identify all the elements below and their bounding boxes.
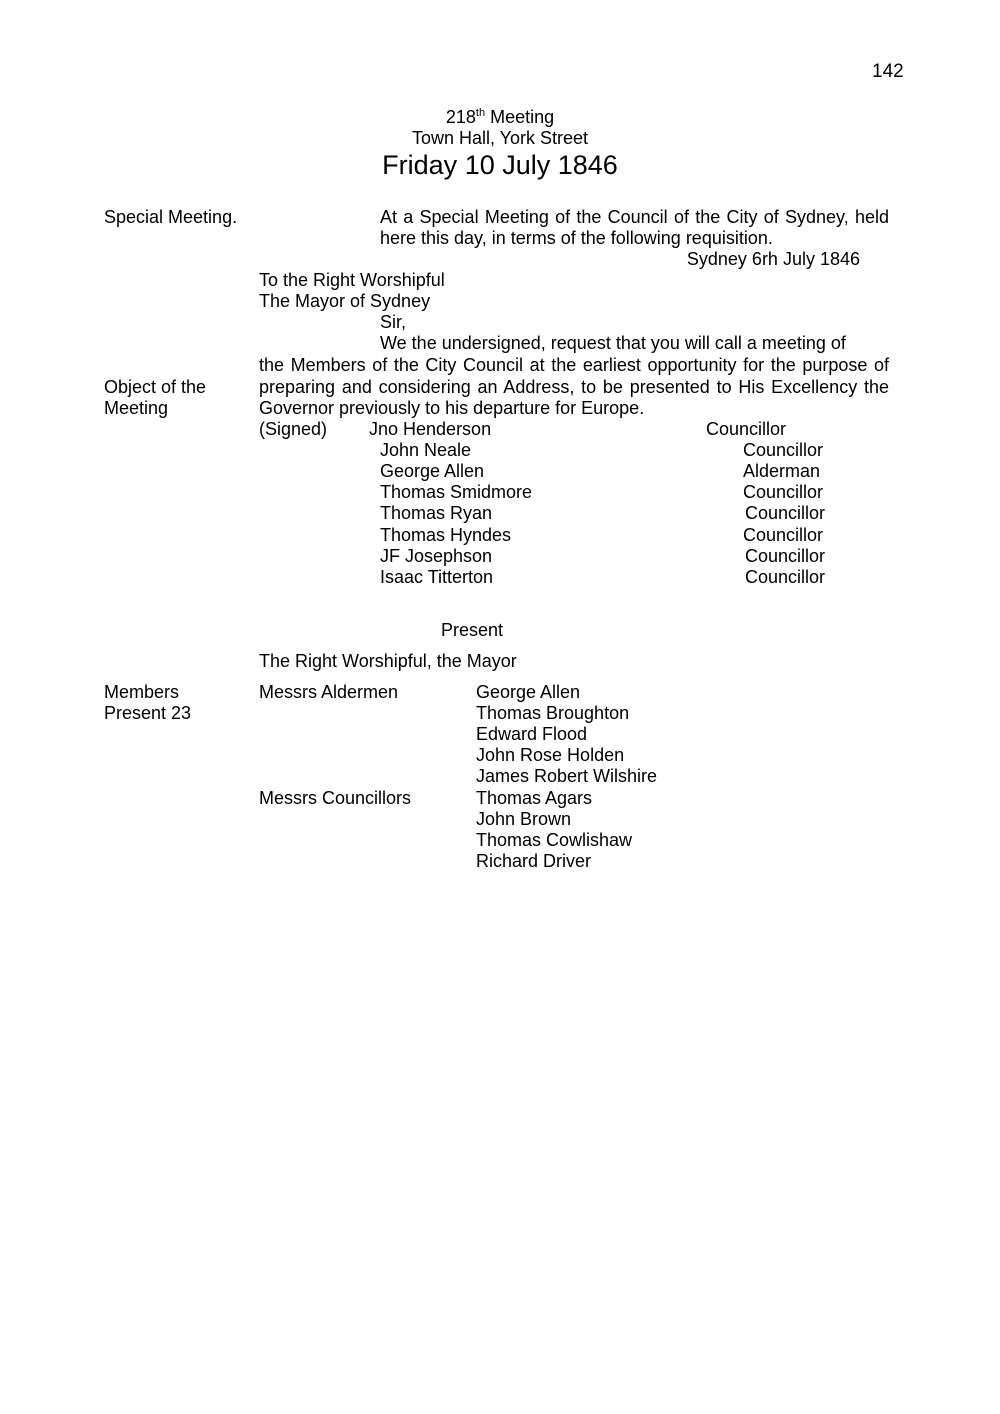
signatory-role: Councillor [745,546,826,566]
meeting-venue: Town Hall, York Street [411,128,589,148]
councillor-name: Richard Driver [476,851,592,871]
meeting-number: 218th Meeting [445,107,555,127]
alderman-name: Edward Flood [476,724,588,744]
councillor-name: Thomas Cowlishaw [476,830,633,850]
requisition-body: We the undersigned, request that you will call a meeting of [380,333,846,353]
signatory-role: Councillor [745,567,826,587]
requisition-address: The Mayor of Sydney [259,291,431,311]
requisition-address: To the Right Worshipful [259,270,445,290]
intro-line: here this day, in terms of the following requisition. [380,228,773,248]
requisition-salutation: Sir, [380,312,407,332]
signatory-role: Councillor [743,440,824,460]
signatory-name: John Neale [380,440,472,460]
signatory-name: Isaac Titterton [380,567,494,587]
signatory-role: Councillor [743,482,824,502]
signatory-role: Councillor [745,503,826,523]
requisition-dateline: Sydney 6rh July 1846 [686,249,860,269]
requisition-body: the Members of the City Council at the earliest opportunity for the purpose of [259,355,889,375]
margin-note-object: Object of the [104,377,207,397]
signatory-role: Alderman [743,461,821,481]
alderman-name: James Robert Wilshire [476,766,658,786]
alderman-name: George Allen [476,682,581,702]
margin-note-members: Members [104,682,180,702]
present-heading: Present [441,620,504,640]
requisition-body: preparing and considering an Address, to be presented to His Excellency the [259,377,889,397]
councillor-name: Thomas Agars [476,788,593,808]
councillor-name: John Brown [476,809,572,829]
signatory-name: Jno Henderson [369,419,492,439]
signatory-name: Thomas Hyndes [380,525,512,545]
margin-note-object-cont: Meeting [104,398,169,418]
signed-label: (Signed) [259,419,328,439]
alderman-name: Thomas Broughton [476,703,630,723]
councillors-label: Messrs Councillors [259,788,412,808]
aldermen-label: Messrs Aldermen [259,682,399,702]
margin-note-members-count: Present 23 [104,703,192,723]
signatory-name: JF Josephson [380,546,493,566]
intro-line: At a Special Meeting of the Council of the City of Sydney, held [380,207,889,227]
signatory-role: Councillor [743,525,824,545]
present-mayor: The Right Worshipful, the Mayor [259,651,517,671]
page-number: 142 [872,61,904,82]
signatory-name: Thomas Smidmore [380,482,533,502]
signatory-name: Thomas Ryan [380,503,493,523]
signatory-name: George Allen [380,461,485,481]
meeting-date-title: Friday 10 July 1846 [382,150,618,180]
requisition-body: Governor previously to his departure for Europe. [259,398,645,418]
alderman-name: John Rose Holden [476,745,625,765]
margin-note-special-meeting: Special Meeting. [104,207,238,227]
signatory-role: Councillor [706,419,787,439]
